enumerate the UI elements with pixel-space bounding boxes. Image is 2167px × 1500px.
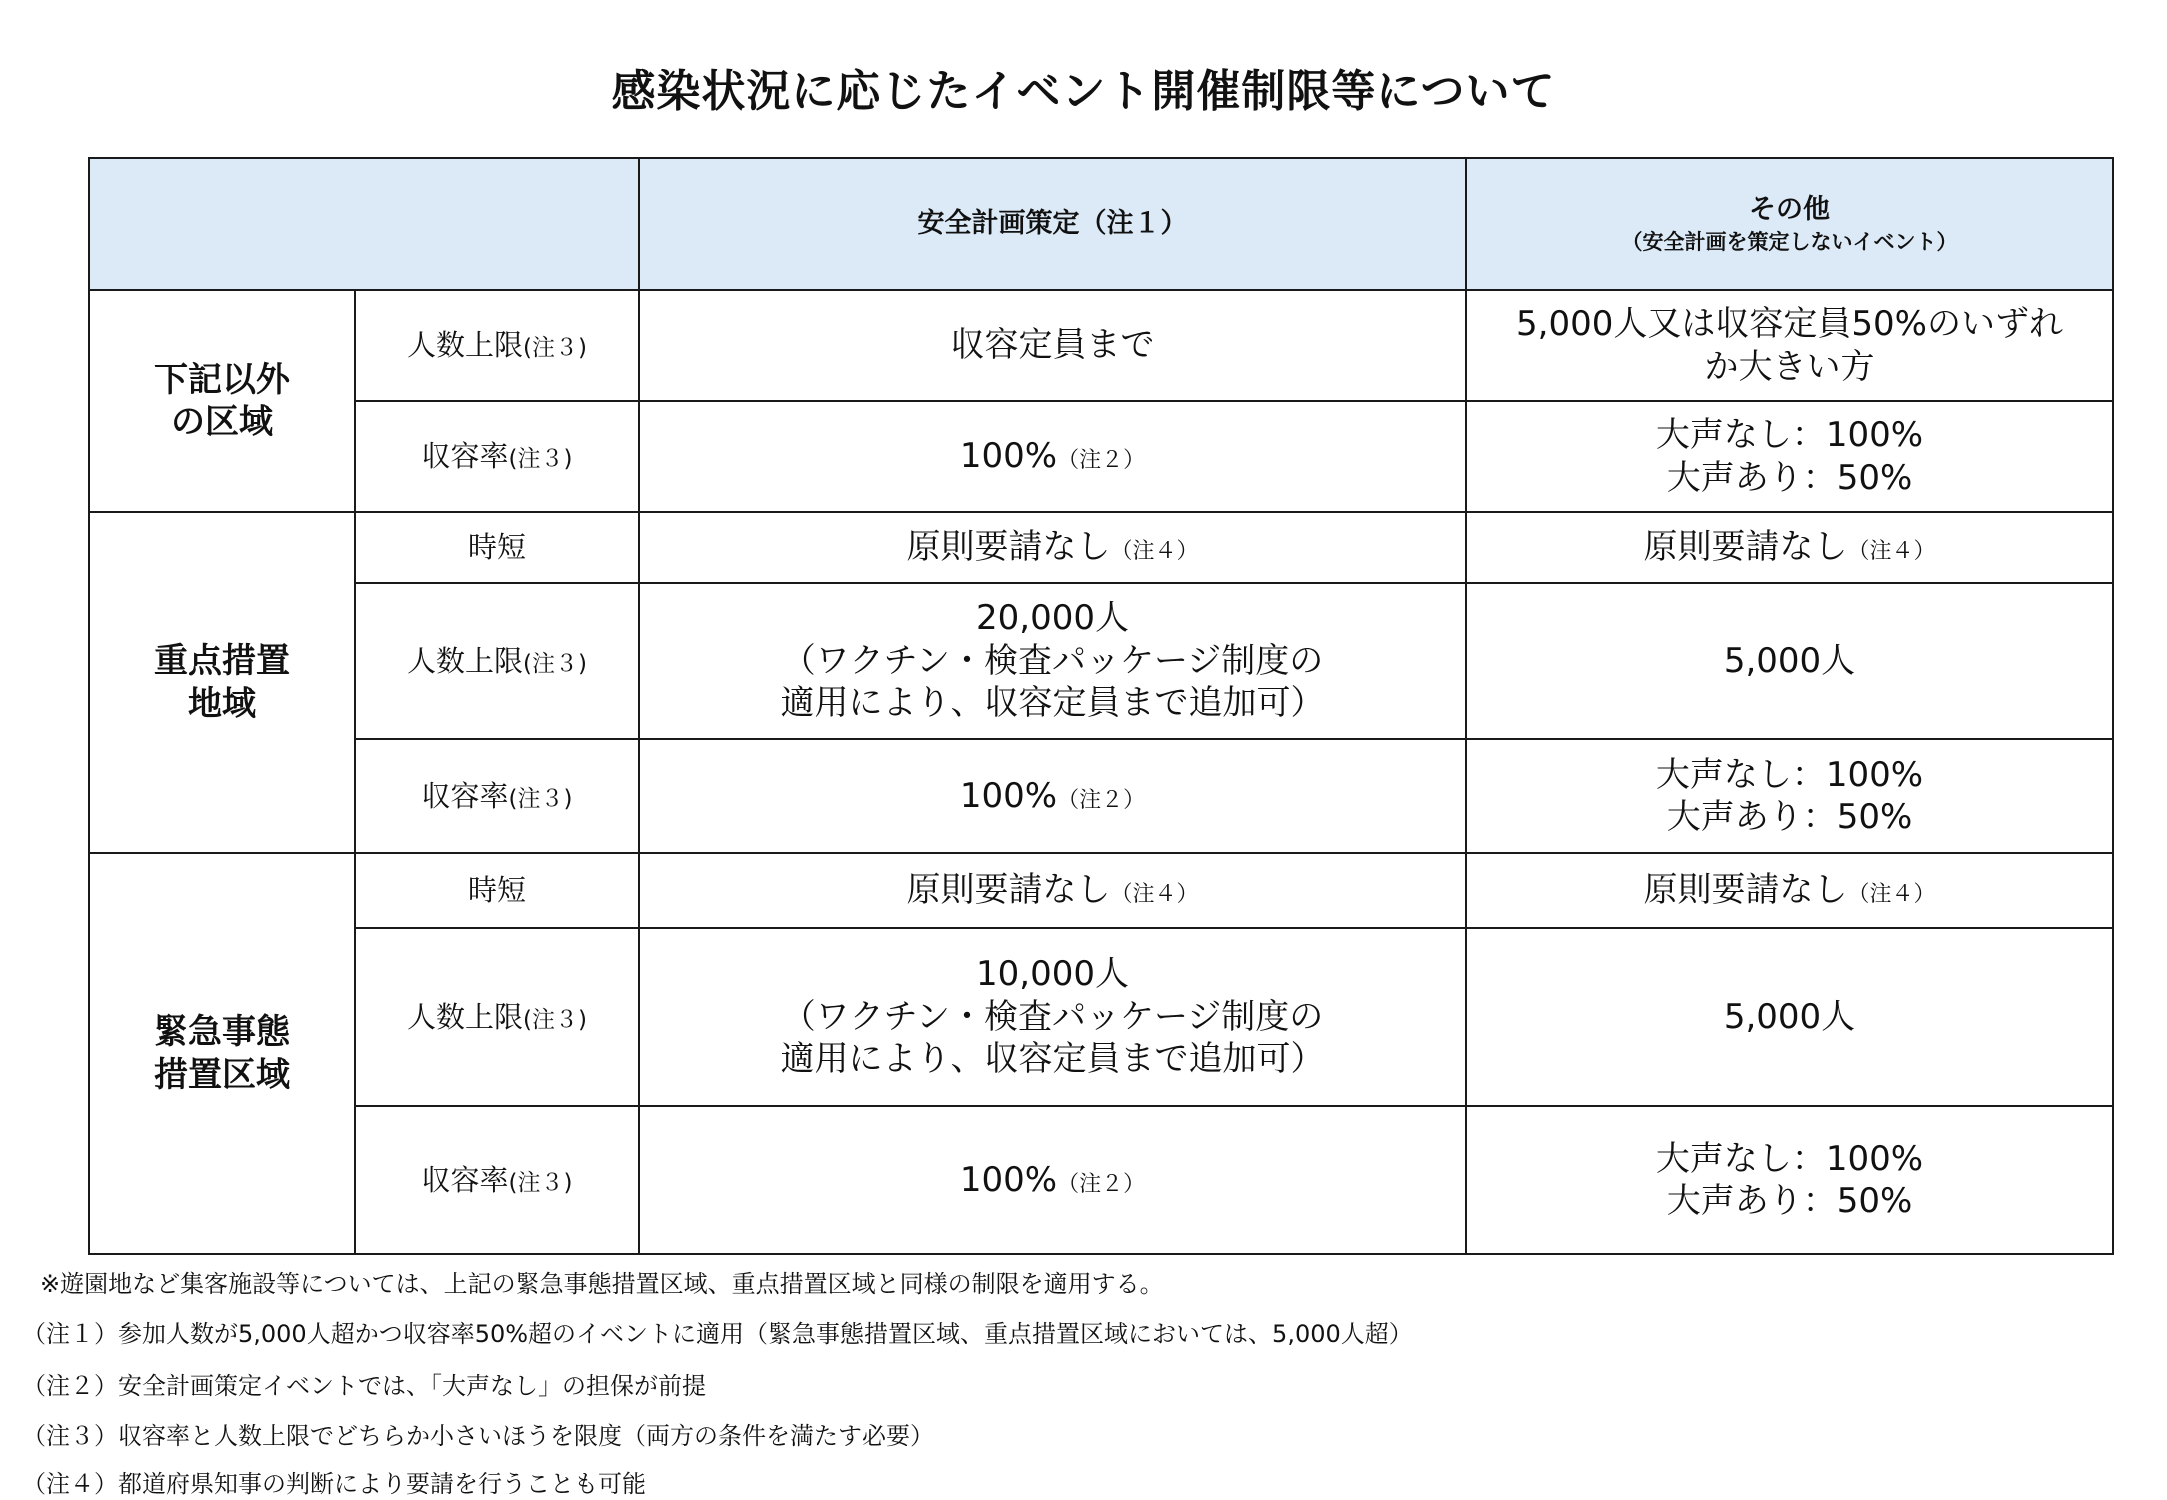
page-title: 感染状況に応じたイベント開催制限等について	[611, 66, 1556, 117]
safety-cell	[639, 512, 1466, 583]
safety-value-line3: 適用により、収容定員まで追加可）	[780, 683, 1325, 724]
item-note: (注３)	[508, 785, 573, 812]
other-value-line1: 大声なし：100%	[1655, 754, 1924, 795]
other-value-line1: 5,000人	[1723, 640, 1856, 681]
item-label: 人数上限	[407, 328, 524, 363]
other-cell	[1466, 290, 2113, 401]
item-cell	[355, 512, 639, 583]
other-note: （注４）	[1847, 539, 1936, 565]
region-cell-emergency-measures	[89, 853, 355, 1254]
table-row	[89, 512, 2113, 583]
other-value-line1: 大声なし：100%	[1655, 415, 1924, 455]
region-label-line2: 地域	[188, 683, 256, 724]
note-1: （注１）参加人数が5,000人超かつ収容率50%超のイベントに適用（緊急事態措置区域、重点措置区域においては、5,000人超）	[22, 1320, 1413, 1348]
item-label: 収容率	[421, 1162, 509, 1197]
safety-cell	[639, 853, 1466, 928]
item-note: (注３)	[523, 650, 587, 677]
table-header-row	[89, 158, 2113, 290]
other-cell	[1466, 928, 2113, 1106]
item-cell	[355, 401, 639, 512]
note-2: （注２）安全計画策定イベントでは、「大声なし」の担保が前提	[22, 1372, 706, 1400]
safety-cell	[639, 401, 1466, 512]
other-value-line1: 5,000人	[1723, 996, 1856, 1037]
table-row	[89, 853, 2113, 928]
other-value-line1: 大声なし：100%	[1655, 1138, 1924, 1179]
safety-cell	[639, 583, 1466, 739]
other-value-line2: 大声あり：50%	[1666, 797, 1913, 837]
table-row	[89, 583, 2113, 739]
table-row	[89, 739, 2113, 853]
table-row	[89, 290, 2113, 401]
item-cell	[355, 928, 639, 1106]
safety-value: 原則要請なし	[906, 527, 1111, 568]
header-other-sub: （安全計画を策定しないイベント）	[1621, 229, 1958, 254]
safety-cell	[639, 928, 1466, 1106]
safety-note: （注２）	[1057, 1171, 1146, 1197]
safety-value-line2: （ワクチン・検査パッケージ制度の	[781, 640, 1324, 681]
other-cell	[1466, 853, 2113, 928]
safety-cell	[639, 739, 1466, 853]
event-restrictions-table	[88, 157, 2114, 1255]
region-label-line2: 措置区域	[154, 1054, 290, 1095]
region-label-line1: 緊急事態	[154, 1012, 290, 1052]
safety-value: 原則要請なし	[906, 870, 1111, 911]
safety-value-line2: （ワクチン・検査パッケージ制度の	[781, 996, 1324, 1037]
header-safety-plan: 安全計画策定（注１）	[639, 158, 1466, 290]
table-row	[89, 401, 2113, 512]
other-cell	[1466, 583, 2113, 739]
item-label: 人数上限	[407, 643, 524, 678]
safety-note: （注２）	[1057, 448, 1146, 474]
other-value-line2: か大きい方	[1704, 346, 1875, 387]
safety-value-line1: 10,000人	[976, 954, 1129, 995]
table-row	[89, 1106, 2113, 1254]
item-cell	[355, 290, 639, 401]
safety-value: 100%	[959, 1159, 1058, 1200]
safety-value-line3: 適用により、収容定員まで追加可）	[780, 1039, 1325, 1080]
item-cell	[355, 1106, 639, 1254]
safety-note: （注４）	[1110, 539, 1199, 565]
other-cell	[1466, 739, 2113, 853]
item-cell	[355, 583, 639, 739]
region-label-line1: 下記以外	[154, 359, 290, 400]
item-label: 収容率	[421, 439, 509, 474]
safety-cell	[639, 290, 1466, 401]
item-label: 時短	[467, 873, 526, 908]
other-cell	[1466, 512, 2113, 583]
item-note: (注３)	[523, 1006, 587, 1033]
item-note: (注３)	[508, 446, 573, 473]
safety-note: （注４）	[1110, 882, 1199, 908]
item-label: 人数上限	[407, 999, 524, 1034]
region-label-line1: 重点措置	[154, 641, 290, 681]
safety-value-line1: 20,000人	[976, 598, 1129, 639]
note-3: （注３）収容率と人数上限でどちらか小さいほうを限度（両方の条件を満たす必要）	[22, 1422, 934, 1450]
header-other-label: その他	[1749, 194, 1830, 225]
table-row	[89, 928, 2113, 1106]
item-label: 収容率	[421, 778, 509, 813]
other-value-line1: 原則要請なし	[1643, 527, 1848, 568]
item-note: (注３)	[523, 335, 587, 362]
other-value-line1: 5,000人又は収容定員50%のいずれ	[1516, 304, 2063, 344]
item-note: (注３)	[508, 1169, 573, 1196]
other-note: （注４）	[1847, 882, 1936, 908]
safety-note: （注２）	[1057, 787, 1146, 813]
item-cell	[355, 739, 639, 853]
other-cell	[1466, 401, 2113, 512]
header-blank-cell	[89, 158, 639, 290]
safety-value: 収容定員まで	[950, 325, 1155, 366]
other-cell	[1466, 1106, 2113, 1254]
note-4: （注４）都道府県知事の判断により要請を行うことも可能	[22, 1470, 646, 1498]
note-star: ※遊園地など集客施設等については、上記の緊急事態措置区域、重点措置区域と同様の制限を適用する。	[40, 1270, 1164, 1298]
other-value-line1: 原則要請なし	[1643, 870, 1848, 911]
safety-cell	[639, 1106, 1466, 1254]
region-cell-other-areas	[89, 290, 355, 512]
item-cell	[355, 853, 639, 928]
safety-value: 100%	[959, 436, 1058, 477]
item-label: 時短	[467, 530, 526, 565]
header-other	[1466, 158, 2113, 290]
other-value-line2: 大声あり：50%	[1666, 1181, 1913, 1221]
region-label-line2: の区域	[171, 402, 273, 442]
other-value-line2: 大声あり：50%	[1666, 457, 1913, 498]
region-cell-priority-measures	[89, 512, 355, 853]
safety-value: 100%	[959, 775, 1058, 816]
